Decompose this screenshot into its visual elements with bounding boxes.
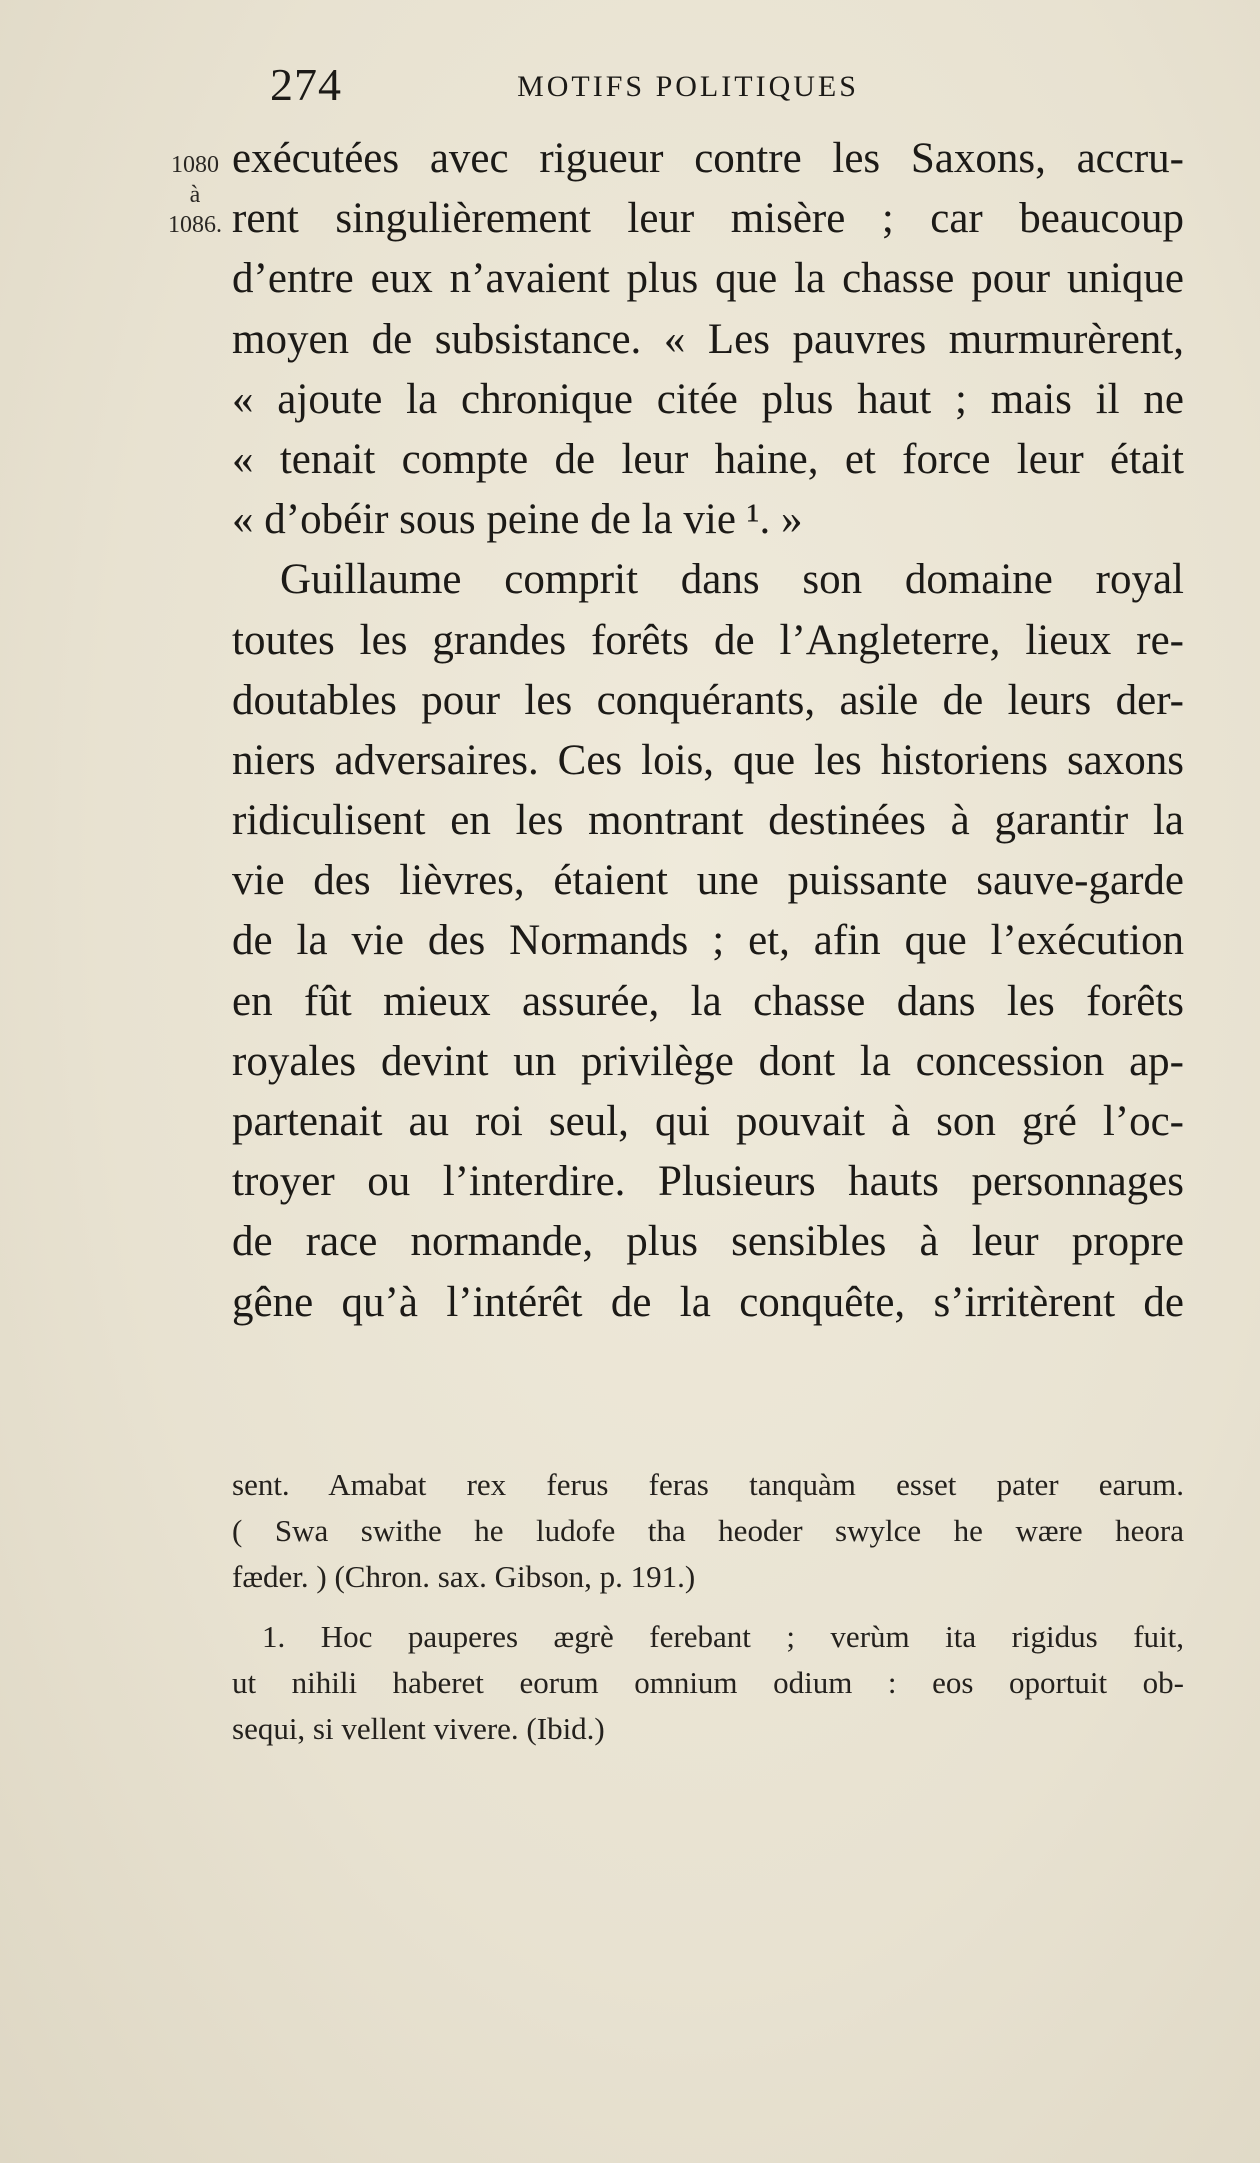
text-line: d’entre eux n’avaient plus que la chasse pour unique: [232, 255, 1184, 303]
text-line: de la vie des Normands ; et, afin que l’exécution: [232, 917, 1184, 965]
footnote-continuation-line: sent. Amabat rex ferus feras tanquàm esset pater earum.: [232, 1467, 1184, 1502]
text-line: « tenait compte de leur haine, et force leur était: [232, 435, 1184, 483]
text-line: Guillaume comprit dans son domaine royal: [280, 556, 1184, 604]
text-line: rent singulièrement leur misère ; car beaucoup: [232, 195, 1184, 243]
main-text: [232, 129, 1184, 1333]
margin-date-note: [150, 150, 240, 240]
text-line: gêne qu’à l’intérêt de la conquête, s’irritèrent de: [232, 1278, 1184, 1326]
margin-separator: à: [189, 182, 201, 208]
page-number: 274: [270, 59, 342, 110]
running-title: MOTIFS POLITIQUES: [517, 70, 859, 103]
text-line: partenait au roi seul, qui pouvait à son gré l’oc-: [232, 1098, 1184, 1145]
text-line: ridiculisent en les montrant destinées à garantir la: [232, 797, 1184, 845]
margin-year-start: 1080: [171, 152, 219, 178]
text-line: toutes les grandes forêts de l’Angleterre, lieux re-: [232, 616, 1184, 664]
text-line: exécutées avec rigueur contre les Saxons, accru-: [232, 135, 1184, 182]
text-line: royales devint un privilège dont la concession ap-: [232, 1037, 1184, 1085]
margin-year-end: 1086.: [168, 212, 222, 238]
text-line: vie des lièvres, étaient une puissante sauve-garde: [232, 857, 1184, 905]
text-line: en fût mieux assurée, la chasse dans les forêts: [232, 977, 1184, 1025]
page-header: [238, 58, 1138, 118]
text-line: niers adversaires. Ces lois, que les historiens saxons: [232, 736, 1184, 784]
footnote-continuation-line: ( Swa swithe he ludofe tha heoder swylce he wære heora: [232, 1513, 1184, 1548]
text-line: de race normande, plus sensibles à leur propre: [232, 1218, 1184, 1266]
text-line: moyen de subsistance. « Les pauvres murmurèrent,: [232, 315, 1184, 363]
footnote-1-line: ut nihili haberet eorum omnium odium : eos oportuit ob-: [232, 1665, 1184, 1700]
footnote-1-line: 1. Hoc pauperes ægrè ferebant ; verùm ita rigidus fuit,: [262, 1619, 1184, 1654]
text-line: doutables pour les conquérants, asile de leurs der-: [232, 676, 1184, 724]
text-line: « d’obéir sous peine de la vie ¹. »: [232, 496, 803, 544]
footnote-continuation-line: fæder. ) (Chron. sax. Gibson, p. 191.): [232, 1559, 696, 1594]
footnotes: [232, 1462, 1184, 1752]
text-line: « ajoute la chronique citée plus haut ; mais il ne: [232, 375, 1184, 423]
footnote-1-line: sequi, si vellent vivere. (Ibid.): [232, 1711, 605, 1746]
text-line: troyer ou l’interdire. Plusieurs hauts personnages: [232, 1158, 1184, 1206]
